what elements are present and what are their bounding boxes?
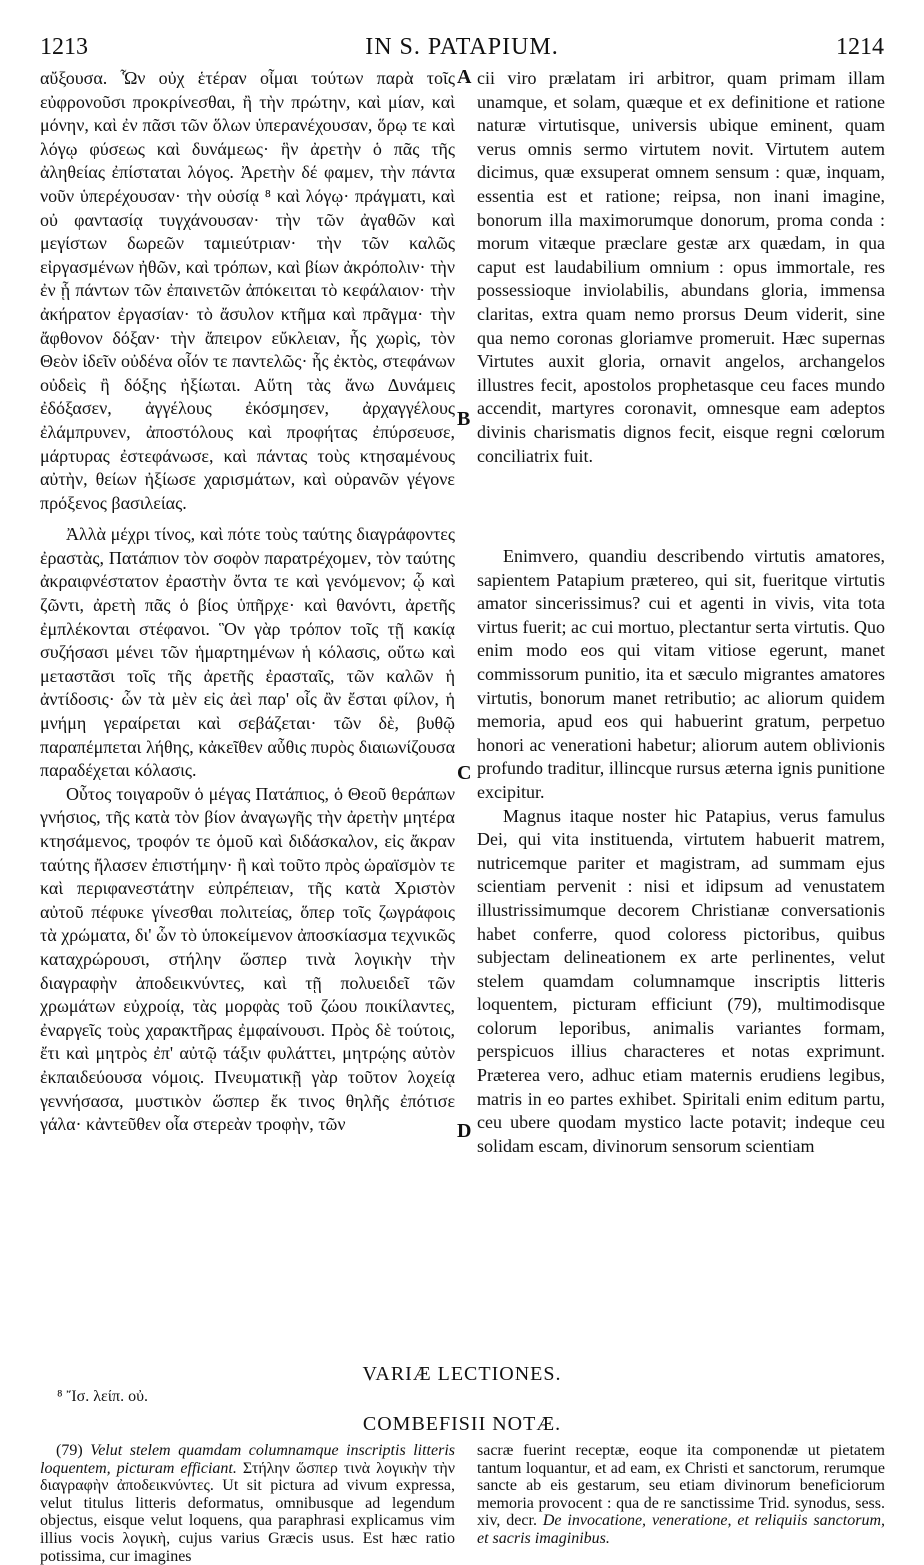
latin-paragraph-1: cii viro prælatam iri arbitror, quam primam illam unamque, et solam, quæque et ex definitione et ratione naturæ virtutisque, universis ubique eminent, quam verus omnis sermo virtutem novit. Virtutem autem dicimus, quæ exsuperat omnem sensum : quæ, inquam, essentia est et ratione; reipsa, non inani imagine, bonorum illa maximorumque donorum, proma conda : morum vitæque præclare gestæ arx quædam, in qua caput est laudabilium omnium : opus immortale, res possessioque inviolabilis, abundans gloria, immensa claritas, extra quam nemo prorsus Deum viderit, sine qua nemo coronas gloriamve promeruit. Hæc supernas Virtutes auxit gloria, ornavit angelos, archangelos illustres fecit, apostolos prophetasque ceu faces mundo accendit, martyres coronavit, omnesque eam adeptos divinis charismatis dignos fecit, eisque regni cœlorum conciliatrix fuit. xyxy=(477,68,885,466)
latin-column-bottom xyxy=(477,545,885,1158)
note-text-left: Στήλην ὥσπερ τινὰ λογικὴν τὴν διαγραφὴν ἀποδεικνύντες. Ut sit pictura ad vivum expressa, velut titulus litteris deformatus, omnibusque ad legendum objectus, eisque velut loquens, qua paraphrasi explicamus vim illius vocis λογικὴ, cujus varius Græcis usus. Est hæc ratio potissima, cur imagines xyxy=(40,1459,456,1565)
variant-reading-note: ⁸ Ἴσ. λείπ. οὐ. xyxy=(57,1388,149,1405)
running-header xyxy=(40,34,884,62)
combefisii-notae-heading: COMBEFISII NOTÆ. xyxy=(362,1413,562,1435)
notes-column-right xyxy=(477,1442,885,1548)
greek-paragraph-3: Οὗτος τοιγαροῦν ὁ μέγας Πατάπιος, ὁ Θεοῦ θεράπων γνήσιος, τῆς κατὰ τὸν βίον ἀναγωγῆς τὴν ἀρετὴν μητέρα κτησάμενος, τροφόν τε ὁμοῦ καὶ διδάσκαλον, εἰς ἄκραν ταύτης ἤλασεν ἐπιστήμην· ἢ καὶ τοῦτο πρὸς ὡραϊσμὸν τε καὶ περιφανεστάτην εὐπρέπειαν, τῆς κατὰ Χριστὸν αὐτοῦ πέφυκε γίνεσθαι πολιτείας, ὅπερ τοῖς ζωγράφοις τὰ χρώματα, δι' ὧν τὸ ὑποκείμενον ἀποσκίασμα τεχνικῶς καταχρώρουσι, στήλην ὥσπερ τινὰ λογικὴν τὴν διαγραφὴν ἀποδεικνύντες, καὶ τῇ πολυειδεῖ τῶν χρωμάτων εὐχροίᾳ, τὰς μορφὰς τοῦ ζώου ποικίλαντες, ἐναργεῖς τοὺς χαρακτῆρας ἐμφαίνουσι. Πρὸς δὲ τούτοις, ἔτι καὶ μητρὸς ἐπ' αὐτῷ τάξιν φυλάττει, μητρῴης αὐτὸν ἐκπαιδεύουσα νόμοις. Πνευματικῇ γὰρ τοῦτον λοχείᾳ γεννήσασα, μυστικὸν ὥσπερ ἔκ τινος θηλῆς ἐπότισε γάλα· κἀντεῦθεν οἷα στερεὰν τροφὴν, τῶν xyxy=(40,783,455,1135)
page-number-right: 1214 xyxy=(836,34,884,60)
margin-marker-c: C xyxy=(457,762,472,784)
variae-lectiones-heading: VARIÆ LECTIONES. xyxy=(362,1363,562,1385)
latin-paragraph-2: Enimvero, quandiu describendo virtutis amatores, sapientem Patapium prætereo, qui sit, fueritque virtutis amator sincerissimus? cui et agenti in vivis, vita tota virtus fuerit; ac cui mortuo, plectantur serta virtutis. Quo enim modo eos qui vitam vitiose egerunt, manet commissorum punitio, ita et sæculo migrantes amatores virtutis, bonorum manet retributio; ac aliorum quidem memoria, apud eos qui habuerint gratum, perpetuo honori ac venerationi habetur; aliorum autem oblivionis profundo traditur, illincque rursus æterna ignis punitione excipitur. xyxy=(477,546,885,802)
latin-paragraph-3: Magnus itaque noster hic Patapius, verus famulus Dei, qui vita instituenda, virtutem habuerit matrem, nutricemque pariter et magistram, ad summam ejus scientiam pervenit : nisi et idipsum ad venustatem illustrissimumque decorem Christianæ conversationis habet conferre, quod coloress pictoribus, quibus subjectam delineationem ex arte perlinentes, velut stelem quamdam columnamque inscriptis litteris loquentem, picturam efficiunt (79), multimodisque colorum leporibus, animalis variantes formam, perspicuos illius characteres et notas exprimunt. Præterea vero, adhuc etiam maternis erudiens legibus, matris in eo partes exhibet. Spiritali enim editum partu, ceu ubere quodam mystico lacte potavit; indeque ceu solidam escam, divinorum sensorum scientiam xyxy=(477,805,885,1156)
greek-column xyxy=(40,67,455,1137)
margin-marker-d: D xyxy=(457,1120,472,1142)
notes-column-left xyxy=(40,1442,455,1565)
note-number: (79) xyxy=(56,1442,83,1459)
note-text-right: sacræ fuerint receptæ, eoque ita componendæ ut pietatem tantum loquantur, et ad eam, ex Christi et sanctorum, rerumque sancte ab eis gestarum, seu etiam divinorum beneficiorum memoria provocent : qua de re sanctissime Trid. synodus, sess. xiv, decr. xyxy=(477,1442,885,1530)
latin-column-top xyxy=(477,67,885,468)
greek-paragraph-2: Ἀλλὰ μέχρι τίνος, καὶ πότε τοὺς ταύτης διαγράφοντες ἐραστὰς, Πατάπιον τὸν σοφὸν παρατρέχομεν, τὸν ταύτης ἀκραιφνέστατον ἐραστὴν ὄντα τε καὶ γενόμενον; ᾧ καὶ ζῶντι, ἀρετὴ πᾶς ὁ βίος ὑπῆρχε· καὶ θανόντι, ἀρετῆς ἐμπλέκονται στέφανοι. Ὃν γὰρ τρόπον τοῖς τῇ κακίᾳ συζήσασι μένει τῶν ἡμαρτημένων ἡ κόλασις, οὕτω καὶ μεταστᾶσι τοῖς τῆς ἀρετῆς ἐρασταῖς, τῶν καλῶν ἡ ἀντίδοσις· ὧν τὰ μὲν εἰς ἀεὶ παρ' οἷς ἂν ἔσται φίλον, ἡ μνήμη γεραίρεται καὶ σεβάζεται· τῶν δὲ, βυθῷ παραπέμπεται λήθης, κἀκεῖθεν αὖθις πυρὸς διαιωνίζουσα παραδέχεται κόλασις. xyxy=(40,524,455,781)
note-lemma: Velut stelem quamdam columnamque inscriptis litteris loquentem, picturam efficiant. xyxy=(40,1442,456,1477)
margin-marker-a: A xyxy=(457,66,472,88)
note-decree-title: De invocatione, veneratione, et reliquiis sanctorum, et sacris imaginibus. xyxy=(477,1512,885,1547)
greek-paragraph-1: αὔξουσα. Ὧν οὐχ ἑτέραν οἶμαι τούτων παρὰ τοῖς εὐφρονοῦσι προκρίνεσθαι, ἢ τὴν πρώτην, καὶ μίαν, καὶ μόνην, καὶ ἐν πᾶσι τῶν ὅλων ὑπερανέχουσαν, ὅρῳ τε καὶ λόγῳ φύσεως καὶ δυνάμεως· ἣν ἀρετὴν ὁ πᾶς τῆς ἀληθείας ἐπίσταται λόγος. Ἀρετὴν δέ φαμεν, τὴν πάντα νοῦν ὑπερέχουσαν· τὴν οὐσίᾳ ⁸ καὶ λόγῳ· πράγματι, καὶ οὐ φαντασίᾳ τυγχάνουσαν· τὴν τῶν ἀγαθῶν καὶ μεγίστων δωρεῶν ταμιεύτριαν· τὴν τῶν καλῶς εἰργασμένων ἠθῶν, καὶ τρόπων, καὶ βίων ἀκρόπολιν· τὴν ἐν ᾗ πάντων τῶν ἐπαινετῶν ἀπόκειται τὸ κεφάλαιον· τὴν ἀκήρατον ἐργασίαν· τὸ ἄσυλον κτῆμα καὶ πρᾶγμα· τὴν ἄφθονον δόξαν· τὴν ἄπειρον εὔκλειαν, ἧς χωρὶς, τὸν Θεὸν ἰδεῖν οὐδένα οἷόν τε παντελῶς· ἧς ἐκτὸς, στεφάνων οὐδεὶς ἢ δόξης ἠξίωται. Αὕτη τὰς ἄνω Δυνάμεις ἐδόξασεν, ἀγγέλους ἐκόσμησεν, ἀρχαγγέλους ἐλάμπρυνεν, ἀποστόλους καὶ προφήτας ἐπύρσευσε, μάρτυρας ἐστεφάνωσε, καὶ πάντας τοὺς κτησαμένους αὐτὴν, θείων ἠξίωσε χαρισμάτων, καὶ οὐρανῶν γέγονε πρόξενος βασιλείας. xyxy=(40,68,455,513)
margin-marker-b: B xyxy=(457,408,471,430)
page-number-left: 1213 xyxy=(40,34,88,60)
running-title: IN S. PATAPIUM. xyxy=(365,34,559,60)
